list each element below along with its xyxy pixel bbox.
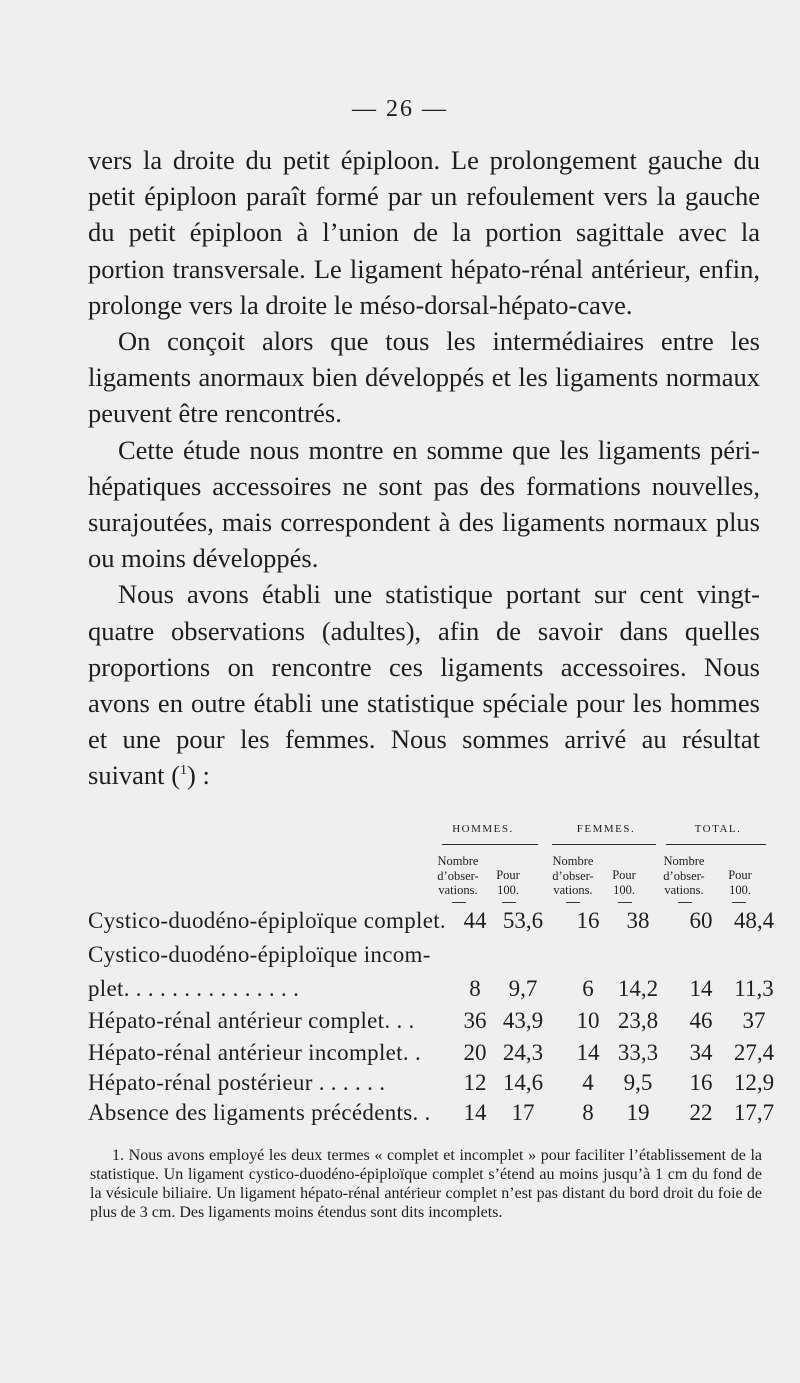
table-cell: 38 — [626, 908, 650, 933]
table-cell: 14 — [689, 976, 713, 1001]
footnote — [90, 1146, 762, 1222]
table-cell: 19 — [626, 1100, 650, 1125]
subheader-observations: Nombre d’obser- vations. — [663, 854, 705, 897]
row-label: Hépato-rénal antérieur complet. . . — [88, 1008, 415, 1033]
table-cell: 14 — [463, 1100, 487, 1125]
group-total: TOTAL. — [694, 823, 742, 835]
table-cell: 53,6 — [502, 908, 544, 933]
table-cell: 17 — [511, 1100, 535, 1125]
group-rule — [666, 844, 766, 845]
table-cell: 12 — [463, 1070, 487, 1095]
subheader-observations: Nombre d’obser- vations. — [552, 854, 594, 897]
subheader-percent: Pour 100. — [728, 868, 752, 897]
page-number: — 26 — — [352, 96, 448, 122]
table-cell: 22 — [689, 1100, 713, 1125]
paragraph: vers la droite du petit épiploon. Le prolongement gauche du petit épiploon paraît formé par un refoulement vers la gauche du petit épiploon à l’union de la portion sagittale avec la portion transversale. Le ligament hépato-rénal antérieur, enfin, prolonge vers la droite le méso-dorsal-hépato-cave. — [88, 145, 760, 320]
table-row — [88, 1100, 775, 1130]
group-rule — [442, 844, 538, 845]
row-label: Cystico-duodéno-épiploïque complet. — [88, 908, 446, 933]
column-dash — [452, 902, 466, 903]
group-hommes: HOMMES. — [452, 823, 514, 835]
table-cell: 6 — [582, 976, 594, 1001]
group-rule — [552, 844, 656, 845]
column-dash — [566, 902, 580, 903]
paragraph-text: Nous avons établi une statistique portant sur cent vingt-quatre observations (adultes), afin de savoir dans quelles proportions on rencontre ces ligaments accessoires. Nous avons en outre établi une statistique spéciale pour les hommes et une pour les femmes. Nous sommes arrivé au résultat suivant — [88, 579, 760, 791]
table-cell: 16 — [689, 1070, 713, 1095]
table-cell: 14,6 — [502, 1070, 544, 1095]
table-cell: 20 — [463, 1040, 487, 1065]
table-cell: 8 — [469, 976, 481, 1001]
table-row — [88, 908, 775, 938]
paragraph: Cette étude nous montre en somme que les ligaments péri-hépatiques accessoires ne sont pas des formations nouvelles, surajoutées, mais correspondent à des ligaments normaux plus ou moins développés. — [88, 434, 760, 574]
table-cell: 9,5 — [623, 1070, 653, 1095]
paren-close: ) : — [187, 760, 210, 791]
table-row — [88, 976, 774, 1006]
table-cell: 12,9 — [733, 1070, 775, 1095]
table-cell: 60 — [689, 908, 713, 933]
table-cell: 37 — [742, 1008, 766, 1033]
subheader-percent: Pour 100. — [496, 868, 520, 897]
column-dash — [732, 902, 746, 903]
table-row — [88, 1008, 768, 1038]
row-label: plet. . . . . . . . . . . . . . . — [88, 976, 300, 1001]
table-cell: 16 — [576, 908, 600, 933]
row-label: Absence des ligaments précédents. . — [88, 1100, 431, 1125]
table-cell: 46 — [689, 1008, 713, 1033]
column-dash — [502, 902, 516, 903]
table-cell: 17,7 — [733, 1100, 775, 1125]
paren-open: ( — [164, 760, 181, 791]
table-cell: 24,3 — [502, 1040, 544, 1065]
table-row — [88, 1070, 775, 1100]
table-cell: 14 — [576, 1040, 600, 1065]
subheader-percent: Pour 100. — [612, 868, 636, 897]
paragraph — [88, 576, 760, 793]
table-row — [88, 942, 768, 972]
table-cell: 11,3 — [734, 976, 774, 1001]
row-label: Cystico-duodéno-épiploïque incom- — [88, 942, 431, 967]
column-dash — [618, 902, 632, 903]
table-cell: 9,7 — [508, 976, 538, 1001]
body-text — [88, 142, 760, 794]
table-cell: 34 — [689, 1040, 713, 1065]
table-cell: 44 — [463, 908, 487, 933]
table-cell: 27,4 — [733, 1040, 775, 1065]
footnote-text: 1. Nous avons employé les deux termes « complet et incomplet » pour faciliter l’établissement de la statistique. Un ligament cystico-duodéno-épiploïque complet s’étend au moins jusqu’à 1 cm du fond de la vésicule biliaire. Un ligament hépato-rénal antérieur complet n’est pas distant du bord droit du foie de plus de 3 cm. Des ligaments moins étendus sont dits incomplets. — [90, 1147, 762, 1221]
column-dash — [678, 902, 692, 903]
table-cell: 43,9 — [502, 1008, 544, 1033]
row-label: Hépato-rénal postérieur . . . . . . — [88, 1070, 386, 1095]
table-cell: 4 — [582, 1070, 594, 1095]
paragraph: On conçoit alors que tous les intermédiaires entre les ligaments anormaux bien développés et les ligaments normaux peuvent être rencontrés. — [88, 326, 760, 429]
table-cell: 8 — [582, 1100, 594, 1125]
table-cell: 48,4 — [733, 908, 775, 933]
table-cell: 36 — [463, 1008, 487, 1033]
table-cell: 23,8 — [617, 1008, 659, 1033]
table-cell: 10 — [576, 1008, 600, 1033]
row-label: Hépato-rénal antérieur incomplet. . — [88, 1040, 421, 1065]
table-cell: 33,3 — [617, 1040, 659, 1065]
subheader-observations: Nombre d’obser- vations. — [437, 854, 479, 897]
table-row — [88, 1040, 775, 1070]
footnote-ref: 1 — [180, 763, 188, 779]
group-femmes: FEMMES. — [576, 823, 636, 835]
table-cell: 14,2 — [617, 976, 659, 1001]
